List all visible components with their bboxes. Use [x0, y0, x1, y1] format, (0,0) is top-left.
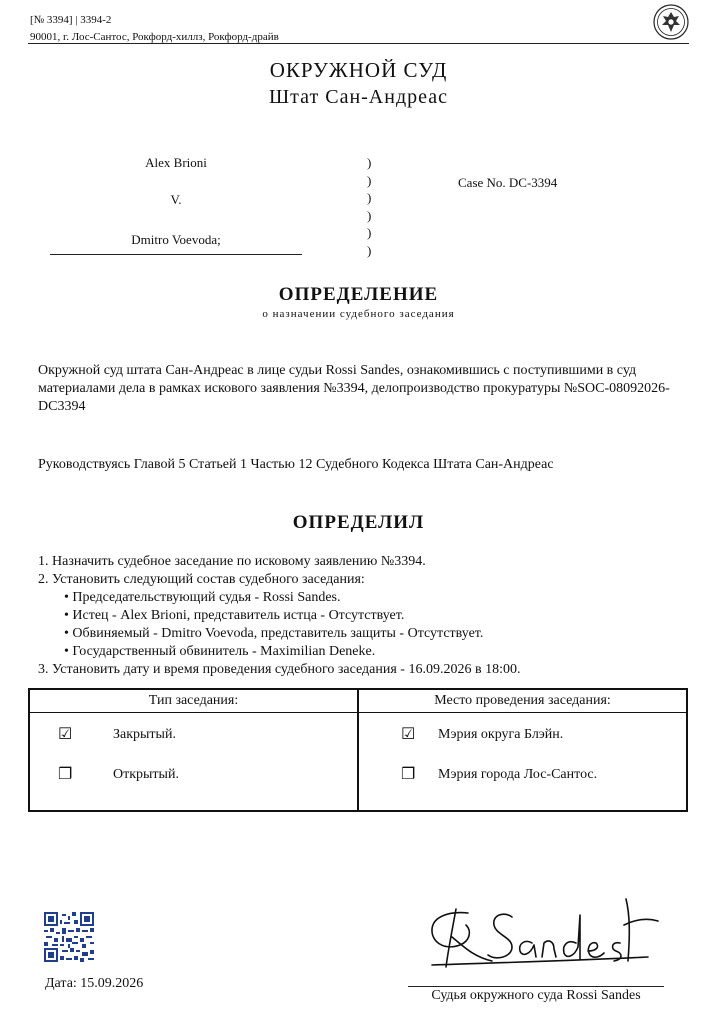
- paren: ): [367, 190, 372, 205]
- list-item: • Истец - Alex Brioni, представитель истца - Отсутствует.: [64, 608, 405, 623]
- court-state: Штат Сан-Андреас: [268, 86, 449, 108]
- type-option-open: Открытый.: [113, 767, 179, 782]
- ruling-title: ОПРЕДЕЛИЛ: [292, 512, 425, 533]
- list-item: 3. Установить дату и время проведения судебного заседания - 16.09.2026 в 18:00.: [38, 662, 521, 677]
- signer-title: Судья окружного суда Rossi Sandes: [431, 988, 641, 1003]
- type-header: Тип заседания:: [148, 693, 239, 708]
- state-seal-icon: [653, 4, 689, 40]
- caption-rule: [50, 254, 302, 255]
- list-item: • Председательствующий судья - Rossi Sandes.: [64, 590, 341, 605]
- list-item: 2. Установить следующий состав судебного заседания:: [38, 572, 365, 587]
- type-option-closed: Закрытый.: [113, 727, 176, 742]
- document-subtitle: о назначении судебного заседания: [262, 308, 455, 320]
- paren: ): [367, 242, 372, 258]
- legal-basis: Руководствуясь Главой 5 Статьей 1 Частью 12 Судебного Кодекса Штата Сан-Андреас: [38, 457, 554, 472]
- list-item: • Обвиняемый - Dmitro Voevoda, представитель защиты - Отсутствует.: [64, 626, 484, 641]
- list-item: • Государственный обвинитель - Maximilian Deneke.: [64, 644, 376, 659]
- plaintiff-name: Alex Brioni: [145, 155, 207, 170]
- qr-code-icon: [44, 912, 94, 962]
- place-option-los-santos: Мэрия города Лос-Сантос.: [438, 767, 598, 782]
- paren: ): [367, 225, 372, 240]
- ruling-list: [38, 553, 688, 679]
- paren: ): [367, 155, 372, 170]
- paren: ): [367, 172, 372, 188]
- document-date: Дата: 15.09.2026: [45, 976, 144, 991]
- hearing-options-table: [28, 688, 688, 812]
- case-number: Case No. DC-3394: [458, 175, 558, 190]
- document-reference: [30, 12, 279, 46]
- checkbox-unchecked-icon[interactable]: ❐: [58, 766, 73, 783]
- checkbox-checked-icon[interactable]: ☑: [58, 726, 73, 743]
- versus-label: V.: [170, 192, 182, 207]
- document-title: ОПРЕДЕЛЕНИЕ: [278, 284, 439, 305]
- court-address: 90001, г. Лос-Сантос, Рокфорд-хиллз, Рокфорд-драйв: [30, 31, 279, 43]
- intro-paragraph: Окружной суд штата Сан-Андреас в лице судьи Rossi Sandes, ознакомившись с поступившими в суд материалами дела в рамках искового заявления №3394, делопроизводство прокуратуры №SOC-08092026-DC3394: [38, 363, 670, 414]
- reference-number: [№ 3394] | 3394-2: [30, 14, 112, 26]
- signature-rule: [408, 986, 664, 987]
- defendant-name: Dmitro Voevoda;: [131, 232, 221, 247]
- court-name: ОКРУЖНОЙ СУД: [269, 58, 448, 82]
- list-item: 1. Назначить судебное заседание по исковому заявлению №3394.: [38, 554, 426, 569]
- caption-parentheses: [367, 154, 377, 259]
- header-divider: [28, 43, 689, 44]
- place-option-blaine: Мэрия округа Блэйн.: [438, 727, 564, 742]
- handwritten-signature: [408, 895, 660, 975]
- paren: ): [367, 207, 372, 223]
- checkbox-checked-icon[interactable]: ☑: [401, 726, 416, 743]
- checkbox-unchecked-icon[interactable]: ❐: [401, 766, 416, 783]
- place-header: Место проведения заседания:: [434, 693, 611, 708]
